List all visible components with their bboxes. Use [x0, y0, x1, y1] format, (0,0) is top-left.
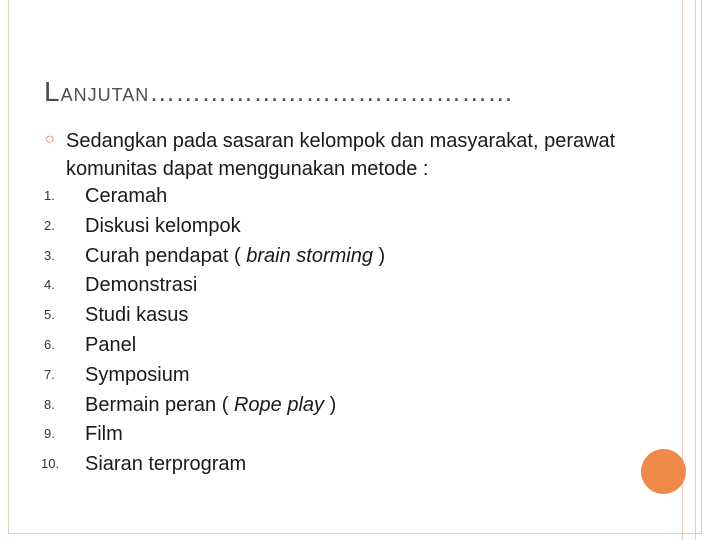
list-item-label: Siaran terprogram	[85, 453, 247, 476]
list-item-label: Bermain peran (	[85, 393, 234, 416]
list-item-number: 4.	[44, 277, 55, 293]
list-item-label: Demonstrasi	[85, 274, 198, 297]
list-item-text	[85, 450, 246, 478]
list-item-label: Symposium	[85, 363, 190, 386]
list-item-italic: brain storming	[246, 244, 373, 267]
title-dots: ……………………………………	[149, 77, 514, 107]
list-item	[0, 271, 680, 301]
orange-circle-icon	[641, 449, 686, 494]
list-item-label: Curah pendapat (	[85, 244, 247, 267]
list-item-text	[85, 420, 123, 448]
list-item-number: 1.	[44, 188, 55, 203]
list-item-text	[85, 301, 188, 329]
slide-frame-right-stripe	[682, 0, 696, 540]
list-item-number: 5.	[44, 307, 55, 323]
list-item-suffix: )	[324, 393, 337, 416]
list-item-label: Studi kasus	[85, 304, 189, 327]
list-item	[0, 450, 680, 480]
list-item-text	[85, 331, 136, 359]
list-item	[0, 420, 680, 450]
slide-title	[44, 76, 513, 108]
title-first-letter: L	[44, 76, 61, 107]
list-item	[0, 242, 680, 272]
list-item-number: 9.	[44, 426, 55, 442]
list-item-italic: Rope play	[233, 393, 325, 416]
list-item	[0, 301, 680, 331]
list-item-label: Ceramah	[85, 185, 168, 207]
list-item-number: 2.	[44, 217, 55, 233]
list-item-number: 3.	[44, 247, 55, 263]
list-item-suffix: )	[372, 244, 386, 267]
list-item-label: Diskusi kelompok	[85, 214, 241, 237]
intro-text: Sedangkan pada sasaran kelompok dan masyarakat, perawat komunitas dapat menggunakan metode :	[66, 130, 616, 180]
list-item-text	[85, 242, 385, 270]
list-item-text	[85, 361, 189, 389]
title-rest: ANJUTAN	[60, 85, 150, 105]
list-item-text	[85, 212, 241, 240]
list-item-text	[85, 182, 167, 210]
list-item-number: 7.	[44, 366, 55, 382]
list-item-label: Panel	[85, 333, 137, 356]
list-item-number: 10.	[41, 456, 60, 472]
list-item	[0, 391, 680, 421]
list-item-text	[85, 271, 197, 299]
list-item	[0, 361, 680, 391]
hollow-circle-bullet-icon: ○	[45, 131, 55, 148]
list-item-label: Film	[85, 423, 123, 446]
list-item	[0, 212, 680, 242]
list-item	[0, 331, 680, 361]
list-item-number: 8.	[44, 396, 55, 412]
list-item	[0, 182, 680, 212]
list-item-text	[85, 391, 336, 419]
method-list	[0, 182, 680, 480]
list-item-number: 6.	[44, 336, 55, 352]
